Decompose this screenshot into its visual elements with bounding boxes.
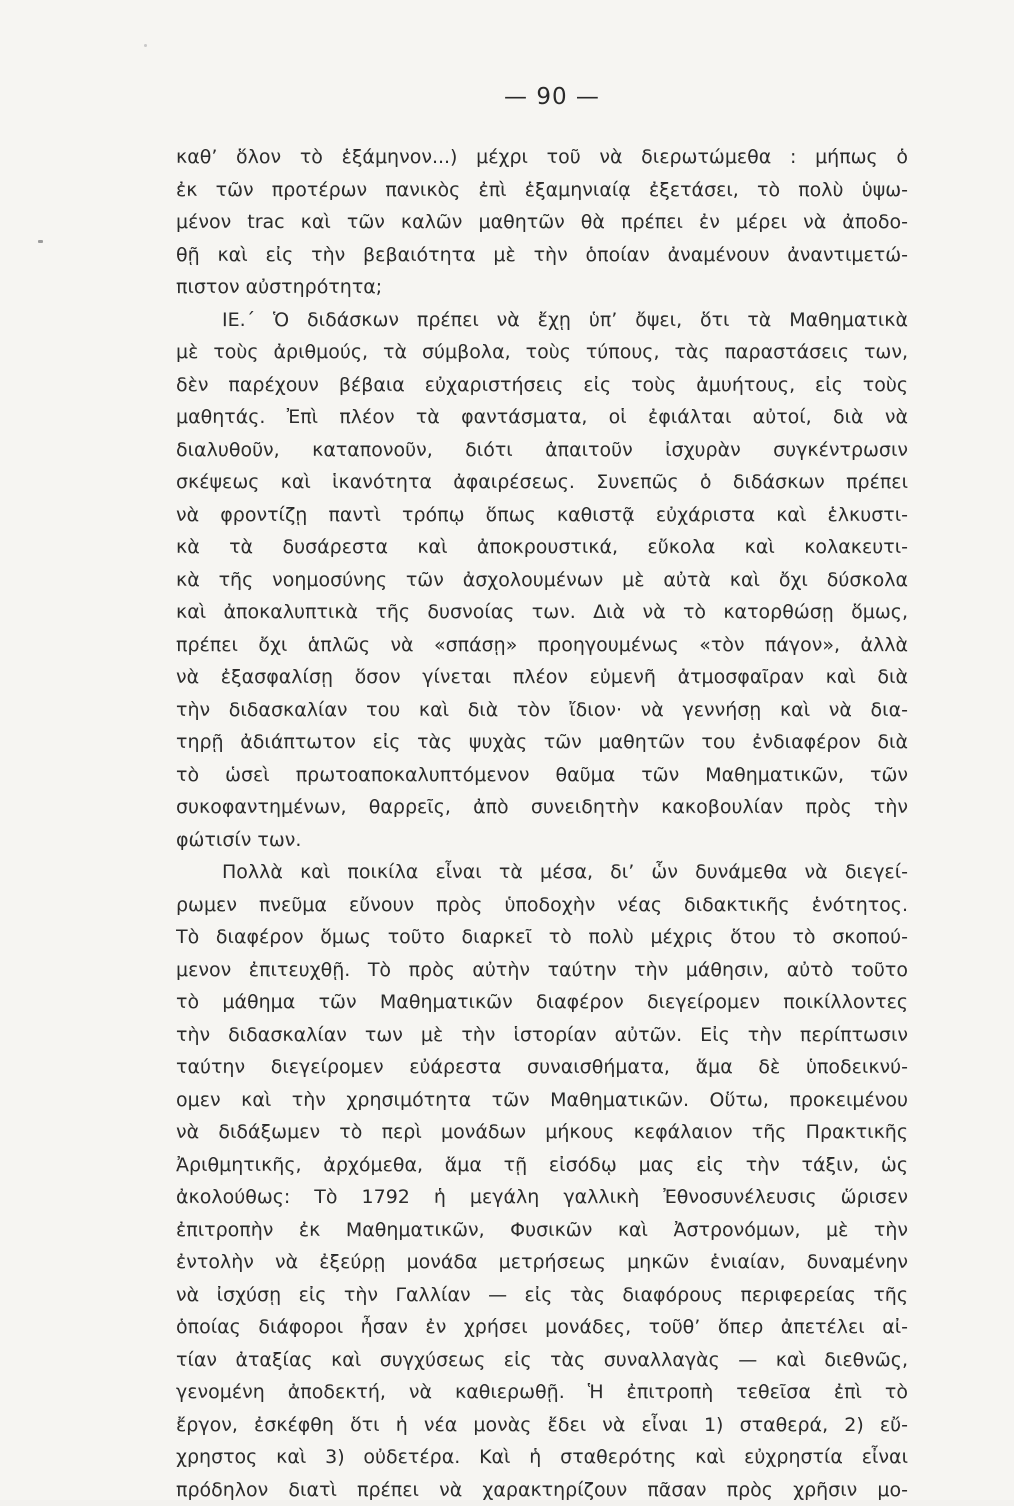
text-line: Πολλὰ καὶ ποικίλα εἶναι τὰ μέσα, δι’ ὧν δυνάμεθα νὰ διεγεί- [176, 856, 908, 889]
margin-mark [38, 240, 43, 243]
text-line: κὰ τὰ δυσάρεστα καὶ ἀποκρουστικά, εὔκολα καὶ κολακευτι- [176, 531, 908, 564]
text-line: νὰ διδάξωμεν τὸ περὶ μονάδων μήκους κεφάλαιον τῆς Πρακτικῆς [176, 1116, 908, 1149]
text-line: ταύτην διεγείρομεν εὐάρεστα συναισθήματα, ἅμα δὲ ὑποδεικνύ- [176, 1051, 908, 1084]
text-line: μὲ τοὺς ἀριθμούς, τὰ σύμβολα, τοὺς τύπους, τὰς παραστάσεις των, [176, 336, 908, 369]
page-number: — 90 — [0, 84, 1014, 110]
text-line: σκέψεως καὶ ἱκανότητα ἀφαιρέσεως. Συνεπῶς ὁ διδάσκων πρέπει [176, 466, 908, 499]
text-line: ἀκολούθως: Τὸ 1792 ἡ μεγάλη γαλλικὴ Ἐθνοσυνέλευσις ὥρισεν [176, 1181, 908, 1214]
text-line: τὴν διδασκαλίαν του καὶ διὰ τὸν ἴδιον· νὰ γεννήσῃ καὶ νὰ δια- [176, 694, 908, 727]
text-line: ἐντολὴν νὰ ἐξεύρῃ μονάδα μετρήσεως μηκῶν ἑνιαίαν, δυναμένην [176, 1246, 908, 1279]
text-line: τὸ μάθημα τῶν Μαθηματικῶν διαφέρον διεγείρομεν ποικίλλοντες [176, 986, 908, 1019]
text-line: κὰ τῆς νοημοσύνης τῶν ἀσχολουμένων μὲ αὐτὰ καὶ ὄχι δύσκολα [176, 564, 908, 597]
text-line: μαθητάς. Ἐπὶ πλέον τὰ φαντάσματα, οἱ ἐφιάλται αὐτοί, διὰ νὰ [176, 401, 908, 434]
text-line: γενομένη ἀποδεκτή, νὰ καθιερωθῇ. Ἡ ἐπιτροπὴ τεθεῖσα ἐπὶ τὸ [176, 1376, 908, 1409]
text-line: ΙΕ.΄ Ὁ διδάσκων πρέπει νὰ ἔχῃ ὑπ’ ὄψει, ὅτι τὰ Μαθηματικὰ [176, 304, 908, 337]
text-line: δὲν παρέχουν βέβαια εὐχαριστήσεις εἰς τοὺς ἀμυήτους, εἰς τοὺς [176, 369, 908, 402]
text-line: πιστον αὐστηρότητα; [176, 271, 908, 304]
body-text [176, 141, 908, 1506]
text-line: τίαν ἀταξίας καὶ συγχύσεως εἰς τὰς συναλλαγὰς — καὶ διεθνῶς, [176, 1344, 908, 1377]
text-line: ἔργον, ἐσκέφθη ὅτι ἡ νέα μονὰς ἔδει νὰ εἶναι 1) σταθερά, 2) εὔ- [176, 1409, 908, 1442]
text-line: διαλυθοῦν, καταπονοῦν, διότι ἀπαιτοῦν ἰσχυρὰν συγκέντρωσιν [176, 434, 908, 467]
text-line: καθ’ ὅλον τὸ ἑξάμηνον...) μέχρι τοῦ νὰ διερωτώμεθα : μήπως ὁ [176, 141, 908, 174]
text-line: Τὸ διαφέρον ὅμως τοῦτο διαρκεῖ τὸ πολὺ μέχρις ὅτου τὸ σκοπού- [176, 921, 908, 954]
text-line: μενον ἐπιτευχθῇ. Τὸ πρὸς αὐτὴν ταύτην τὴν μάθησιν, αὐτὸ τοῦτο [176, 954, 908, 987]
text-line: θῇ καὶ εἰς τὴν βεβαιότητα μὲ τὴν ὁποίαν ἀναμένουν ἀναντιμετώ- [176, 239, 908, 272]
text-line: πρόδηλον διατὶ πρέπει νὰ χαρακτηρίζουν πᾶσαν πρὸς χρῆσιν μο- [176, 1474, 908, 1506]
text-line: μένον trac καὶ τῶν καλῶν μαθητῶν θὰ πρέπει ἐν μέρει νὰ ἀποδο- [176, 206, 908, 239]
text-line: νὰ ἐξασφαλίσῃ ὅσον γίνεται πλέον εὐμενῆ ἀτμοσφαῖραν καὶ διὰ [176, 661, 908, 694]
text-line: τηρῇ ἀδιάπτωτον εἰς τὰς ψυχὰς τῶν μαθητῶν του ἐνδιαφέρον διὰ [176, 726, 908, 759]
text-line: ἐπιτροπὴν ἐκ Μαθηματικῶν, Φυσικῶν καὶ Ἀστρονόμων, μὲ τὴν [176, 1214, 908, 1247]
text-line: ἐκ τῶν προτέρων πανικὸς ἐπὶ ἑξαμηνιαίᾳ ἐξετάσει, τὸ πολὺ ὑψω- [176, 174, 908, 207]
text-line: τὴν διδασκαλίαν των μὲ τὴν ἱστορίαν αὐτῶν. Εἰς τὴν περίπτωσιν [176, 1019, 908, 1052]
text-line: Ἀριθμητικῆς, ἀρχόμεθα, ἅμα τῇ εἰσόδῳ μας εἰς τὴν τάξιν, ὡς [176, 1149, 908, 1182]
text-line: ρωμεν πνεῦμα εὔνουν πρὸς ὑποδοχὴν νέας διδακτικῆς ἑνότητος. [176, 889, 908, 922]
text-line: συκοφαντημένων, θαρρεῖς, ἀπὸ συνειδητὴν κακοβουλίαν πρὸς τὴν [176, 791, 908, 824]
text-line: χρηστος καὶ 3) οὐδετέρα. Καὶ ἡ σταθερότης καὶ εὐχρηστία εἶναι [176, 1441, 908, 1474]
text-line: φώτισίν των. [176, 824, 908, 857]
text-line: νὰ φροντίζῃ παντὶ τρόπῳ ὅπως καθιστᾷ εὐχάριστα καὶ ἑλκυστι- [176, 499, 908, 532]
text-line: ομεν καὶ τὴν χρησιμότητα τῶν Μαθηματικῶν. Οὕτω, προκειμένου [176, 1084, 908, 1117]
paper-speck [144, 44, 147, 47]
text-line: νὰ ἰσχύσῃ εἰς τὴν Γαλλίαν — εἰς τὰς διαφόρους περιφερείας τῆς [176, 1279, 908, 1312]
text-line: πρέπει ὄχι ἁπλῶς νὰ «σπάσῃ» προηγουμένως «τὸν πάγον», ἀλλὰ [176, 629, 908, 662]
text-line: τὸ ὡσεὶ πρωτοαποκαλυπτόμενον θαῦμα τῶν Μαθηματικῶν, τῶν [176, 759, 908, 792]
text-line: ὁποίας διάφοροι ἦσαν ἐν χρήσει μονάδες, τοῦθ’ ὅπερ ἀπετέλει αἰ- [176, 1311, 908, 1344]
text-line: καὶ ἀποκαλυπτικὰ τῆς δυσνοίας των. Διὰ νὰ τὸ κατορθώσῃ ὅμως, [176, 596, 908, 629]
